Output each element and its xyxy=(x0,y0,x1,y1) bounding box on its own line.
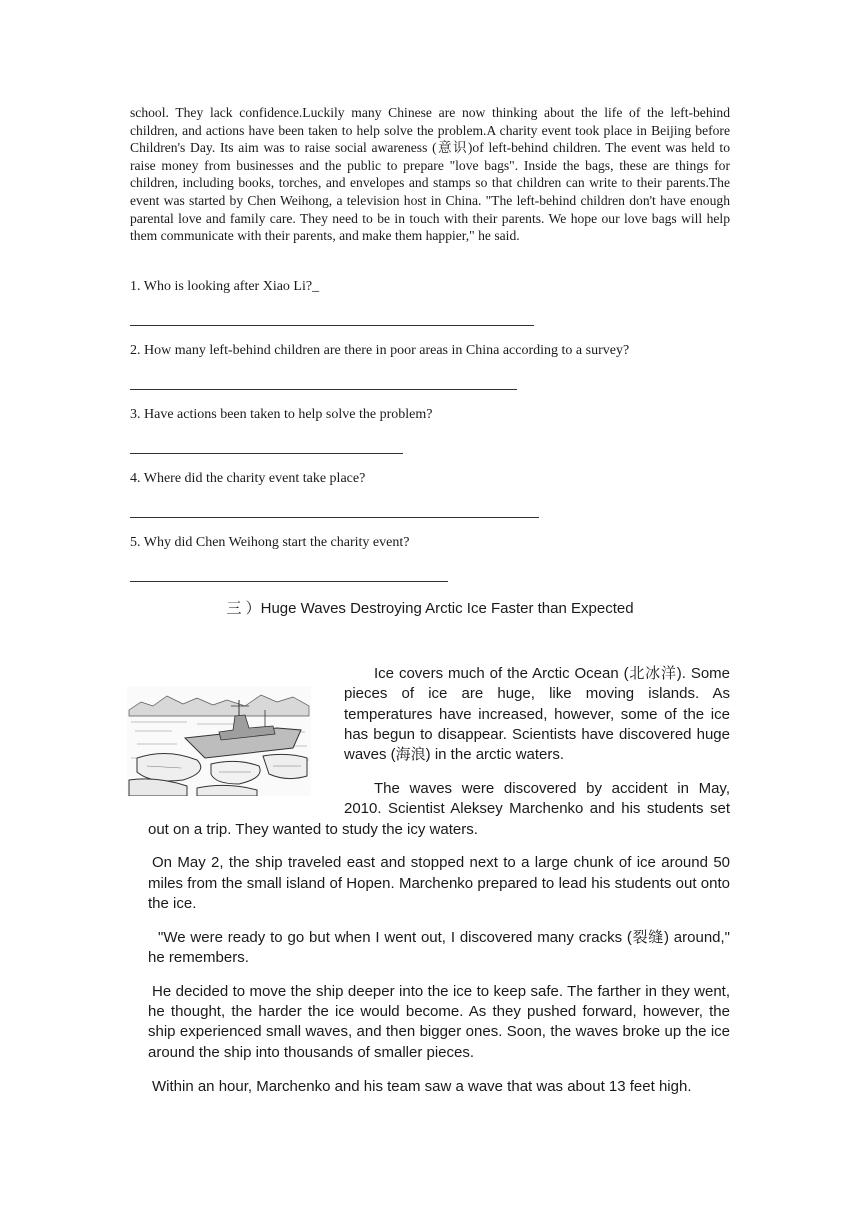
article-paragraph: On May 2, the ship traveled east and stopped next to a large chunk of ice around 50 miles from the small island of Hopen. Marchenko prepared to lead his students out onto the ice. xyxy=(148,854,730,912)
answer-line-1[interactable] xyxy=(130,325,534,326)
question-5: 5. Why did Chen Weihong start the charity event? xyxy=(130,535,410,550)
answer-line-5[interactable] xyxy=(130,581,448,582)
answer-line-3[interactable] xyxy=(130,453,403,454)
question-1: 1. Who is looking after Xiao Li?_ xyxy=(130,279,320,294)
question-2: 2. How many left-behind children are there in poor areas in China according to a survey? xyxy=(130,343,630,358)
arctic-article xyxy=(148,664,730,1110)
reading-passage: school. They lack confidence.Luckily many Chinese are now thinking about the life of the left-behind children, and actions have been taken to help solve the problem.A charity event took place in Beijing before Children's Day. Its aim was to raise social awareness (意识)of left-behind children. The event was held to raise money from businesses and the public to prepare "love bags". Inside the bags, these are things for children, including books, torches, and envelopes and stamps so that children can write to their parents.The event was started by Chen Weihong, a television host in China. "The left-behind children don't have enough parental love and family care. They need to be in touch with their parents. We hope our love bags will help them communicate with their parents, and make them happier," he said. xyxy=(130,105,730,244)
answer-line-4[interactable] xyxy=(130,517,539,518)
article-paragraph: "We were ready to go but when I went out, I discovered many cracks (裂缝) around," he remembers. xyxy=(148,928,730,967)
article-paragraph: He decided to move the ship deeper into the ice to keep safe. The farther in they went, he thought, the harder the ice would become. As they pushed forward, however, the ship experienced small waves, and then bigger ones. Soon, the waves broke up the ice around the ship into thousands of smaller pieces. xyxy=(148,982,730,1061)
question-3: 3. Have actions been taken to help solve the problem? xyxy=(130,407,433,422)
answer-line-2[interactable] xyxy=(130,389,517,390)
article-paragraph: Within an hour, Marchenko and his team saw a wave that was about 13 feet high. xyxy=(152,1077,692,1095)
article-paragraph: Ice covers much of the Arctic Ocean (北冰洋). Some pieces of ice are huge, like moving islands. As temperatures have increased, however, some of the ice has begun to disappear. Scientists have discovered huge waves (海浪) in the arctic waters. xyxy=(344,665,730,764)
article-paragraph: The waves were discovered by accident in May, 2010. Scientist Aleksey Marchenko and his students set out on a trip. They wanted to study the icy waters. xyxy=(148,779,730,838)
question-4: 4. Where did the charity event take place? xyxy=(130,471,366,486)
section-title: 三 ）Huge Waves Destroying Arctic Ice Faster than Expected xyxy=(226,600,634,617)
